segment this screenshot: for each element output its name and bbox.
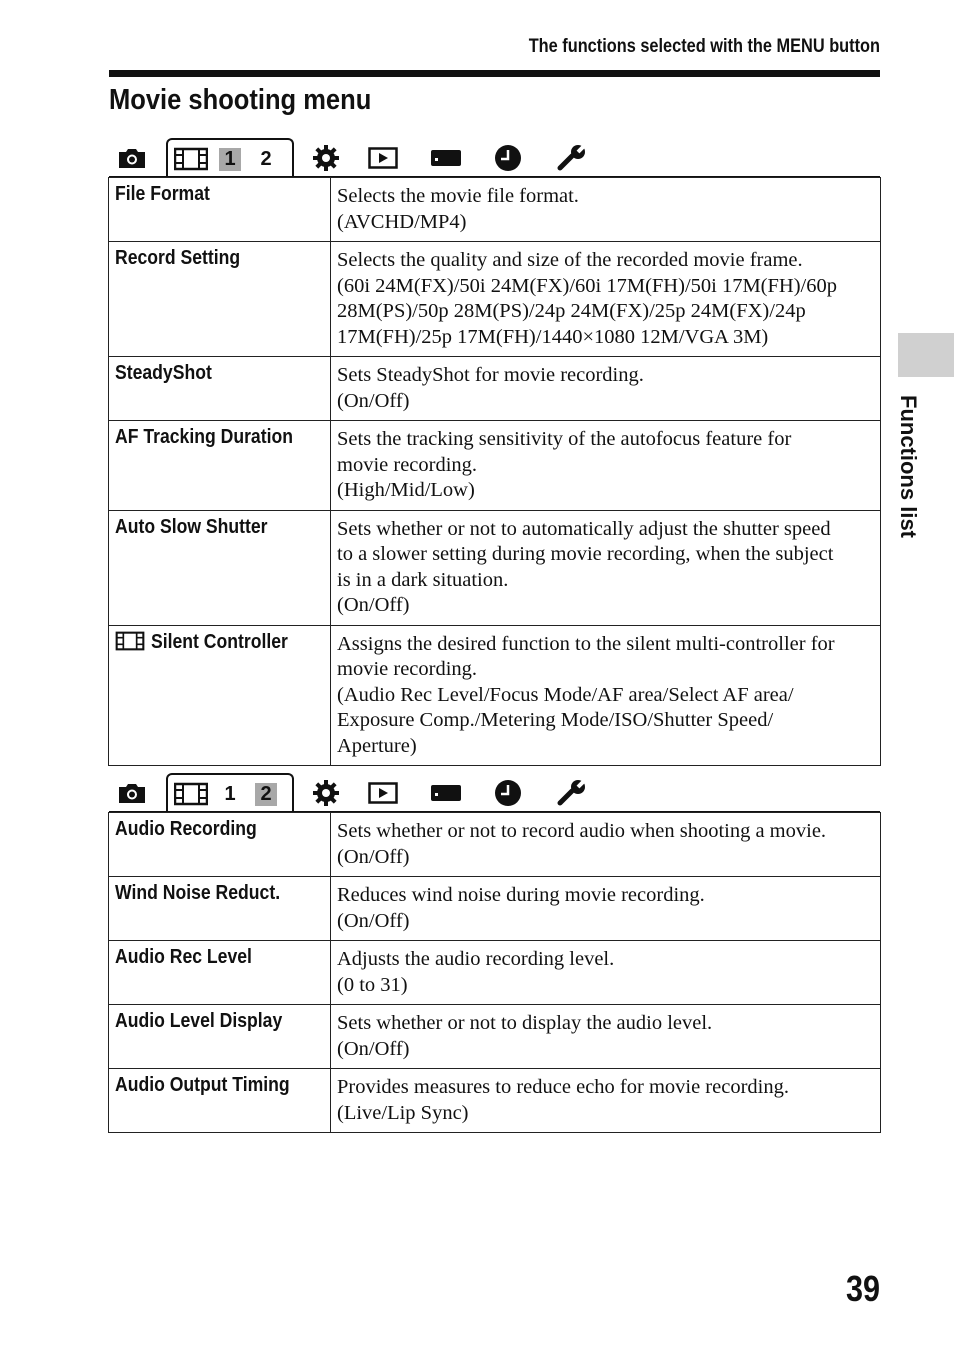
description-line: Sets SteadyShot for movie recording. <box>337 364 644 386</box>
menu-tab-bar-2 <box>109 773 880 813</box>
setting-name: Wind Noise Reduct. <box>115 882 281 904</box>
description-line: Selects the movie file format. <box>337 185 579 207</box>
table-row <box>109 421 881 511</box>
setting-description <box>331 1069 881 1133</box>
setting-name: File Format <box>115 183 210 205</box>
setting-name: Auto Slow Shutter <box>115 515 268 538</box>
setting-name-cell <box>109 813 331 877</box>
description-line: (On/Off) <box>337 389 410 412</box>
table-row <box>109 357 881 421</box>
setting-name-cell <box>109 1069 331 1133</box>
setting-name: Silent Controller <box>151 630 288 653</box>
header-rule <box>109 70 880 77</box>
description-line: (60i 24M(FX)/50i 24M(FX)/60i 17M(FH)/50i 17M(FH)/60p <box>337 274 837 297</box>
movie-film-icon <box>174 147 208 171</box>
setting-name: AF Tracking Duration <box>115 426 293 448</box>
setting-description <box>331 510 881 625</box>
playback-icon <box>366 138 400 178</box>
description-line: (Live/Lip Sync) <box>337 1101 469 1124</box>
description-line: to a slower setting during movie recording, when the subject <box>337 543 834 565</box>
side-index-tab <box>898 333 954 377</box>
menu-tab-bar-1 <box>109 138 880 178</box>
page-number-1-active: 1 <box>219 148 241 171</box>
description-line: Reduces wind noise during movie recording. <box>337 884 705 906</box>
description-line: Aperture) <box>337 734 417 757</box>
description-line: Provides measures to reduce echo for movie recording. <box>337 1076 789 1098</box>
setting-name: Record Setting <box>115 247 241 269</box>
description-line: Sets whether or not to record audio when shooting a movie. <box>337 820 827 842</box>
page-number-2: 2 <box>260 148 272 170</box>
table-row <box>109 1005 881 1069</box>
table-row <box>109 625 881 766</box>
table-row <box>109 813 881 877</box>
description-line: (On/Off) <box>337 594 410 616</box>
description-line: Assigns the desired function to the silent multi-controller for <box>337 632 835 655</box>
playback-icon <box>366 773 400 813</box>
memory-card-icon <box>427 138 465 178</box>
movie-tab <box>166 138 294 176</box>
setting-description <box>331 357 881 421</box>
setting-name-cell <box>109 941 331 1005</box>
description-line: (On/Off) <box>337 845 410 868</box>
table-row <box>109 1069 881 1133</box>
setting-name-cell <box>109 421 331 511</box>
movie-film-icon <box>115 631 145 651</box>
description-line: (High/Mid/Low) <box>337 479 475 501</box>
setting-name-cell <box>109 877 331 941</box>
setting-description <box>331 877 881 941</box>
description-line: 17M(FH)/25p 17M(FH)/1440×1080 12M/VGA 3M) <box>337 325 769 348</box>
page-number: 39 <box>845 1268 880 1309</box>
setting-description <box>331 242 881 357</box>
description-line: movie recording. <box>337 658 478 680</box>
setting-description <box>331 421 881 511</box>
wrench-icon <box>555 138 589 178</box>
setting-name: Audio Output Timing <box>115 1074 290 1096</box>
setting-name-cell <box>109 625 331 766</box>
table-row <box>109 877 881 941</box>
gear-icon <box>309 773 343 813</box>
setting-name: Audio Rec Level <box>115 946 252 968</box>
description-line: (Audio Rec Level/Focus Mode/AF area/Select AF area/ <box>337 683 794 706</box>
setting-description <box>331 625 881 766</box>
table-row <box>109 941 881 1005</box>
table-row <box>109 242 881 357</box>
movie-tab <box>166 773 294 811</box>
side-label-text: Functions list <box>896 395 921 538</box>
setting-name-cell <box>109 178 331 242</box>
clock-icon <box>491 138 525 178</box>
page-title: Movie shooting menu <box>109 84 372 116</box>
description-line: Adjusts the audio recording level. <box>337 948 615 970</box>
setting-description <box>331 813 881 877</box>
description-line: (On/Off) <box>337 909 410 932</box>
setting-name-cell <box>109 357 331 421</box>
description-line: Sets the tracking sensitivity of the autofocus feature for <box>337 428 792 450</box>
setting-description <box>331 941 881 1005</box>
description-line: 28M(PS)/50p 28M(PS)/24p 24M(FX)/25p 24M(FX)/24p <box>337 300 806 322</box>
setting-name: Audio Level Display <box>115 1010 283 1032</box>
description-line: is in a dark situation. <box>337 568 509 591</box>
table-row <box>109 510 881 625</box>
setting-description <box>331 1005 881 1069</box>
gear-icon <box>309 138 343 178</box>
movie-film-icon <box>174 782 208 806</box>
page-number-2-active: 2 <box>255 783 277 806</box>
camera-icon <box>115 138 149 178</box>
running-header: The functions selected with the MENU button <box>528 36 880 57</box>
setting-name-cell <box>109 510 331 625</box>
wrench-icon <box>555 773 589 813</box>
setting-name: Audio Recording <box>115 818 257 840</box>
description-line: (AVCHD/MP4) <box>337 210 467 233</box>
menu-table-page-2 <box>108 812 881 1133</box>
description-line: (On/Off) <box>337 1037 410 1060</box>
clock-icon <box>491 773 525 813</box>
description-line: Sets whether or not to display the audio level. <box>337 1012 713 1034</box>
setting-name: SteadyShot <box>115 362 212 384</box>
page-number-1: 1 <box>224 783 236 805</box>
camera-icon <box>115 773 149 813</box>
menu-table-page-1 <box>108 177 881 766</box>
description-line: Sets whether or not to automatically adjust the shutter speed <box>337 517 831 540</box>
setting-description <box>331 178 881 242</box>
description-line: Selects the quality and size of the recorded movie frame. <box>337 249 803 271</box>
setting-name-cell <box>109 242 331 357</box>
table-row <box>109 178 881 242</box>
memory-card-icon <box>427 773 465 813</box>
description-line: movie recording. <box>337 453 478 476</box>
description-line: (0 to 31) <box>337 973 408 996</box>
setting-name-cell <box>109 1005 331 1069</box>
description-line: Exposure Comp./Metering Mode/ISO/Shutter Speed/ <box>337 709 774 731</box>
side-section-label <box>893 395 923 538</box>
